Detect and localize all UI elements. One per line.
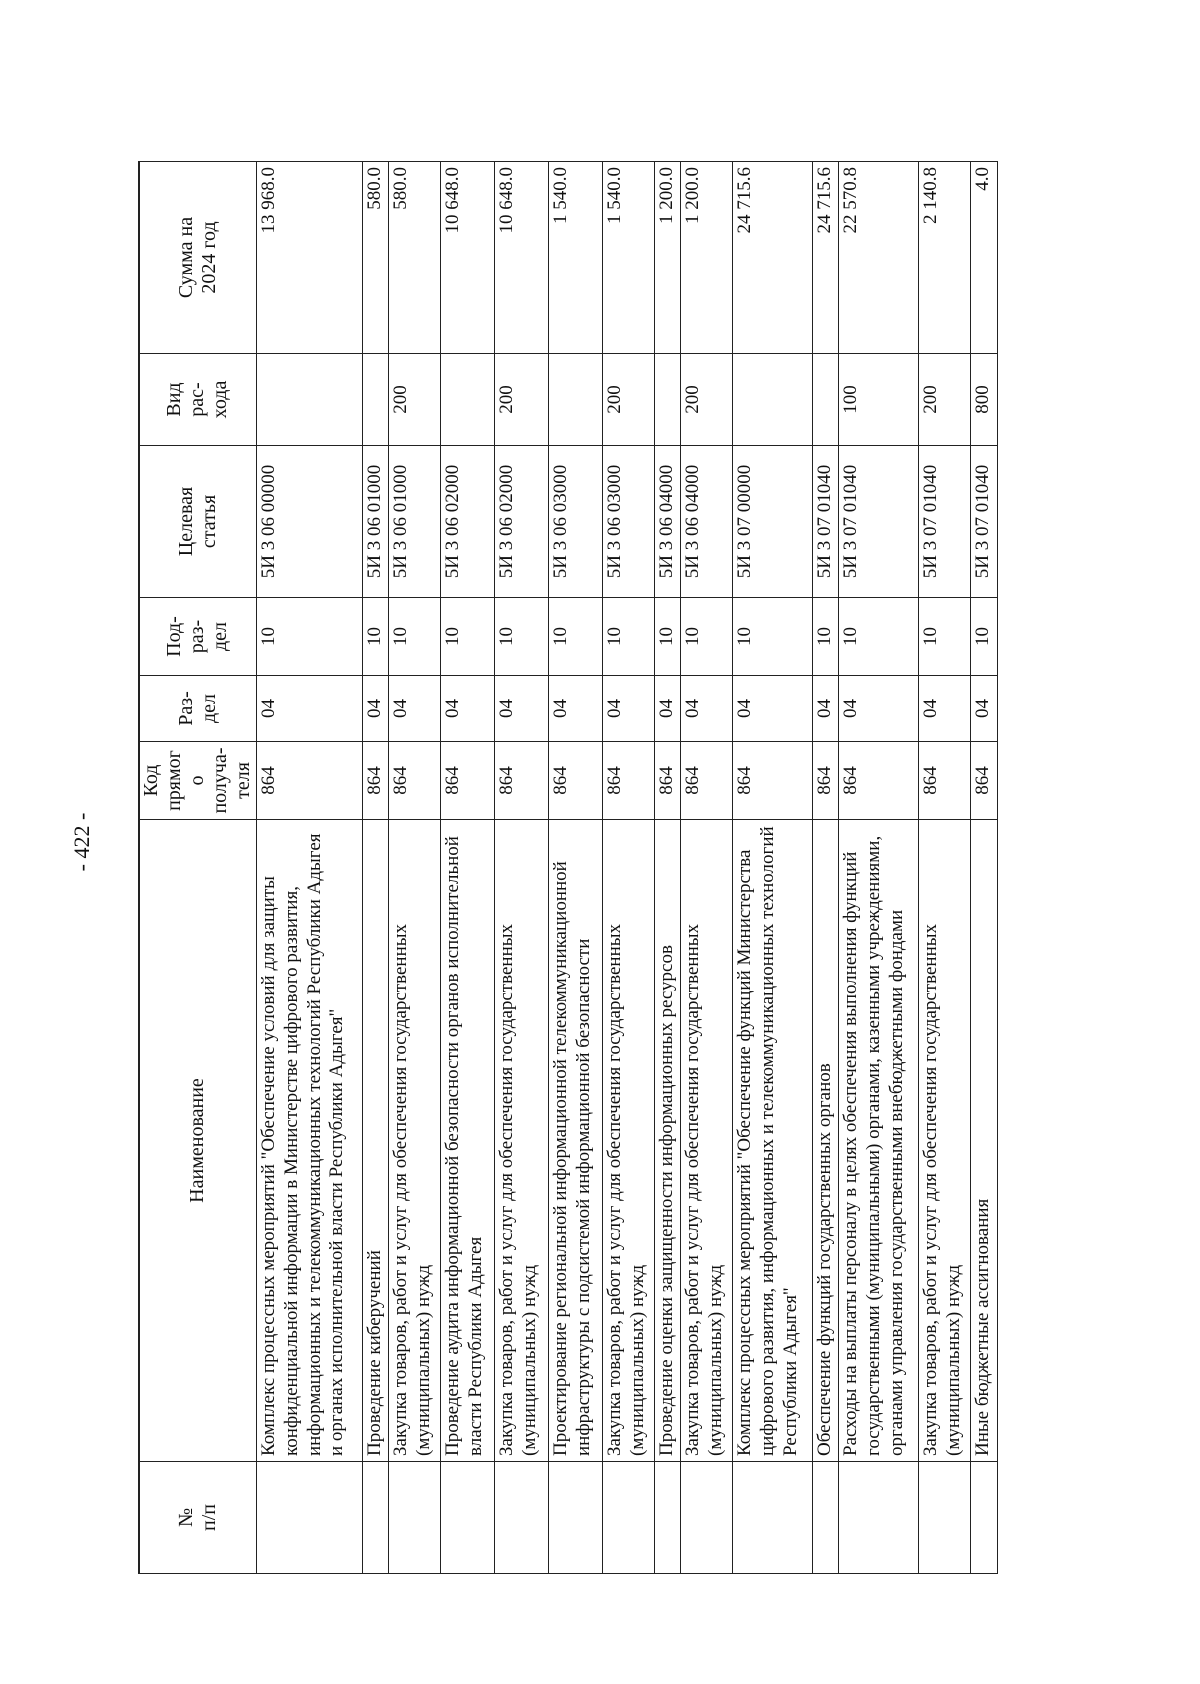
- row-subsection: 10: [549, 598, 603, 676]
- row-number: [257, 1462, 363, 1574]
- row-number: [971, 1462, 998, 1574]
- row-target-article: 5И 3 07 00000: [733, 446, 813, 598]
- table-row: [441, 162, 495, 1574]
- row-recipient-code: 864: [971, 742, 998, 820]
- row-section: 04: [839, 676, 919, 742]
- row-target-article: 5И 3 07 01040: [971, 446, 998, 598]
- rotated-table-wrapper: [138, 162, 1038, 1574]
- row-name: Закупка товаров, работ и услуг для обеспечения государственных (муниципальных) нужд: [681, 820, 733, 1462]
- row-target-article: 5И 3 07 01040: [839, 446, 919, 598]
- row-section: 04: [441, 676, 495, 742]
- row-name: Закупка товаров, работ и услуг для обеспечения государственных (муниципальных) нужд: [919, 820, 971, 1462]
- row-recipient-code: 864: [363, 742, 389, 820]
- row-number: [603, 1462, 655, 1574]
- row-expense-type: 200: [603, 354, 655, 446]
- row-name: Иные бюджетные ассигнования: [971, 820, 998, 1462]
- header-expense-type: Вид рас- хода: [139, 354, 257, 446]
- row-subsection: 10: [813, 598, 839, 676]
- row-expense-type: [733, 354, 813, 446]
- header-recipient-code: Код прямог о получа- теля: [139, 742, 257, 820]
- header-name: Наименование: [139, 820, 257, 1462]
- row-subsection: 10: [733, 598, 813, 676]
- row-number: [733, 1462, 813, 1574]
- row-recipient-code: 864: [681, 742, 733, 820]
- row-target-article: 5И 3 07 01040: [919, 446, 971, 598]
- row-recipient-code: 864: [655, 742, 681, 820]
- row-section: 04: [971, 676, 998, 742]
- row-subsection: 10: [655, 598, 681, 676]
- row-target-article: 5И 3 06 04000: [655, 446, 681, 598]
- row-amount: 24 715.6: [813, 162, 839, 354]
- row-amount: 1 540.0: [549, 162, 603, 354]
- row-number: [441, 1462, 495, 1574]
- row-subsection: 10: [603, 598, 655, 676]
- row-amount: 1 540.0: [603, 162, 655, 354]
- row-number: [813, 1462, 839, 1574]
- row-expense-type: 200: [681, 354, 733, 446]
- row-target-article: 5И 3 06 02000: [441, 446, 495, 598]
- row-subsection: 10: [363, 598, 389, 676]
- row-number: [655, 1462, 681, 1574]
- row-amount: 580.0: [363, 162, 389, 354]
- row-amount: 1 200.0: [681, 162, 733, 354]
- row-target-article: 5И 3 06 01000: [389, 446, 441, 598]
- row-expense-type: 200: [389, 354, 441, 446]
- header-section: Раз- дел: [139, 676, 257, 742]
- row-number: [495, 1462, 549, 1574]
- row-amount: 4.0: [971, 162, 998, 354]
- row-expense-type: 100: [839, 354, 919, 446]
- header-num: № п/п: [139, 1462, 257, 1574]
- row-recipient-code: 864: [549, 742, 603, 820]
- row-amount: 10 648.0: [441, 162, 495, 354]
- row-name: Проектирование региональной информационной телекоммуникационной инфраструктуры с подсистемой информационной безопасности: [549, 820, 603, 1462]
- row-name: Закупка товаров, работ и услуг для обеспечения государственных (муниципальных) нужд: [389, 820, 441, 1462]
- row-section: 04: [495, 676, 549, 742]
- row-target-article: 5И 3 06 00000: [257, 446, 363, 598]
- row-target-article: 5И 3 06 04000: [681, 446, 733, 598]
- row-section: 04: [603, 676, 655, 742]
- row-subsection: 10: [919, 598, 971, 676]
- table-body: [257, 162, 998, 1574]
- row-expense-type: 200: [495, 354, 549, 446]
- row-amount: 580.0: [389, 162, 441, 354]
- row-recipient-code: 864: [733, 742, 813, 820]
- row-expense-type: [441, 354, 495, 446]
- row-amount: 24 715.6: [733, 162, 813, 354]
- row-amount: 13 968.0: [257, 162, 363, 354]
- row-name: Обеспечение функций государственных органов: [813, 820, 839, 1462]
- table-row: [363, 162, 389, 1574]
- row-expense-type: [813, 354, 839, 446]
- table-row: [839, 162, 919, 1574]
- row-name: Проведение аудита информационной безопасности органов исполнительной власти Республики Адыгея: [441, 820, 495, 1462]
- divider: [138, 162, 140, 1574]
- table-row: [389, 162, 441, 1574]
- row-recipient-code: 864: [603, 742, 655, 820]
- row-subsection: 10: [839, 598, 919, 676]
- row-section: 04: [681, 676, 733, 742]
- row-recipient-code: 864: [389, 742, 441, 820]
- row-recipient-code: 864: [813, 742, 839, 820]
- row-expense-type: 200: [919, 354, 971, 446]
- row-section: 04: [363, 676, 389, 742]
- row-recipient-code: 864: [257, 742, 363, 820]
- row-section: 04: [733, 676, 813, 742]
- header-amount: Сумма на 2024 год: [139, 162, 257, 354]
- row-subsection: 10: [681, 598, 733, 676]
- row-subsection: 10: [257, 598, 363, 676]
- row-number: [839, 1462, 919, 1574]
- row-name: Расходы на выплаты персоналу в целях обеспечения выполнения функций государственными (муниципальными) органами, казенными учреждениями, органами управления государственными внебюджетными фондами: [839, 820, 919, 1462]
- row-name: Закупка товаров, работ и услуг для обеспечения государственных (муниципальных) нужд: [603, 820, 655, 1462]
- row-target-article: 5И 3 06 01000: [363, 446, 389, 598]
- row-expense-type: [257, 354, 363, 446]
- row-section: 04: [549, 676, 603, 742]
- row-amount: 1 200.0: [655, 162, 681, 354]
- row-recipient-code: 864: [441, 742, 495, 820]
- row-section: 04: [813, 676, 839, 742]
- table-row: [257, 162, 363, 1574]
- row-subsection: 10: [441, 598, 495, 676]
- row-expense-type: [655, 354, 681, 446]
- row-section: 04: [389, 676, 441, 742]
- row-amount: 10 648.0: [495, 162, 549, 354]
- table-row: [603, 162, 655, 1574]
- row-section: 04: [919, 676, 971, 742]
- row-expense-type: 800: [971, 354, 998, 446]
- table-row: [549, 162, 603, 1574]
- row-number: [919, 1462, 971, 1574]
- row-recipient-code: 864: [839, 742, 919, 820]
- row-section: 04: [257, 676, 363, 742]
- row-number: [389, 1462, 441, 1574]
- row-subsection: 10: [389, 598, 441, 676]
- row-number: [681, 1462, 733, 1574]
- row-section: 04: [655, 676, 681, 742]
- row-expense-type: [549, 354, 603, 446]
- table-row: [655, 162, 681, 1574]
- row-recipient-code: 864: [919, 742, 971, 820]
- row-target-article: 5И 3 06 03000: [603, 446, 655, 598]
- row-subsection: 10: [971, 598, 998, 676]
- table-row: [971, 162, 998, 1574]
- row-number: [549, 1462, 603, 1574]
- row-name: Комплекс процессных мероприятий "Обеспечение условий для защиты конфиденциальной информации в Министерстве цифрового развития, информационных и телекоммуникационных технологий Республики Адыгея и органах исполнительной власти Республики Адыгея": [257, 820, 363, 1462]
- header-target-article: Целевая статья: [139, 446, 257, 598]
- header-subsection: Под- раз- дел: [139, 598, 257, 676]
- table-row: [733, 162, 813, 1574]
- table-row: [495, 162, 549, 1574]
- row-expense-type: [363, 354, 389, 446]
- row-name: Проведение оценки защищенности информационных ресурсов: [655, 820, 681, 1462]
- row-target-article: 5И 3 07 01040: [813, 446, 839, 598]
- row-subsection: 10: [495, 598, 549, 676]
- row-recipient-code: 864: [495, 742, 549, 820]
- budget-table: [138, 161, 998, 1574]
- table-row: [681, 162, 733, 1574]
- row-target-article: 5И 3 06 02000: [495, 446, 549, 598]
- row-number: [363, 1462, 389, 1574]
- table-row: [919, 162, 971, 1574]
- row-name: Закупка товаров, работ и услуг для обеспечения государственных (муниципальных) нужд: [495, 820, 549, 1462]
- table-row: [813, 162, 839, 1574]
- table-header-row: [139, 162, 257, 1574]
- row-name: Проведение киберучений: [363, 820, 389, 1462]
- row-amount: 2 140.8: [919, 162, 971, 354]
- row-name: Комплекс процессных мероприятий "Обеспечение функций Министерства цифрового развития, информационных и телекоммуникационных технологий Республики Адыгея": [733, 820, 813, 1462]
- row-amount: 22 570.8: [839, 162, 919, 354]
- row-target-article: 5И 3 06 03000: [549, 446, 603, 598]
- page-number: - 422 -: [69, 812, 94, 872]
